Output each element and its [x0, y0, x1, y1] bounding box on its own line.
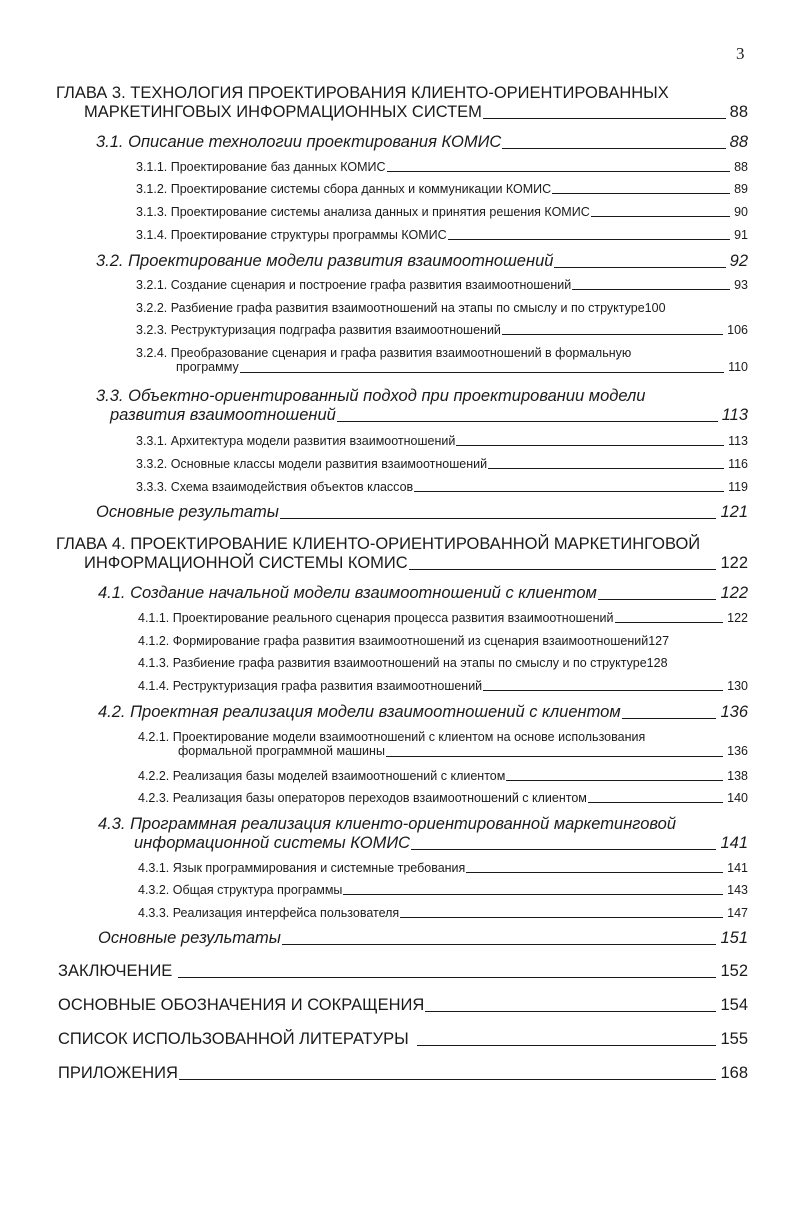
toc-subsection-4-3-2[interactable] — [138, 883, 748, 897]
toc-title-line2: программу — [176, 360, 239, 375]
toc-title: 4.3.1. Язык программирования и системные требования — [138, 861, 466, 875]
toc-page: 88 — [729, 133, 748, 151]
toc-title: 4.3.3. Реализация интерфейса пользователя — [138, 906, 400, 920]
toc-title: 3.3.1. Архитектура модели развития взаимоотношений — [136, 434, 456, 448]
toc-title: 4.1.4. Реструктуризация графа развития взаимоотношений — [138, 679, 483, 693]
toc-page: 113 — [728, 434, 748, 448]
toc-title-line1: 4.3. Программная реализация клиенто-ориентированной маркетинговой — [98, 815, 677, 833]
toc-title: 4.2.3. Реализация базы операторов переходов взаимоотношений с клиентом — [138, 791, 587, 805]
toc-subsection-4-3-3[interactable] — [138, 906, 748, 920]
toc-page: 155 — [720, 1030, 748, 1048]
leader-line — [466, 872, 723, 873]
toc-title: 3.2. Проектирование модели развития взаимоотношений — [96, 252, 554, 270]
toc-page: 110 — [728, 360, 748, 375]
toc-subsection-3-1-2[interactable] — [136, 182, 748, 196]
toc-subsection-4-1-3[interactable] — [138, 656, 748, 670]
leader-line — [572, 289, 730, 290]
toc-section-3-3[interactable] — [96, 387, 748, 425]
toc-subsection-3-3-1[interactable] — [136, 434, 748, 448]
toc-subsection-3-2-2[interactable] — [136, 301, 748, 315]
toc-subsection-3-3-2[interactable] — [136, 457, 748, 471]
toc-page: 119 — [728, 480, 748, 494]
toc-title: 3.3.3. Схема взаимодействия объектов классов — [136, 480, 414, 494]
toc-subsection-4-3-1[interactable] — [138, 861, 748, 875]
toc-title: 4.1.3. Разбиение графа развития взаимоотношений на этапы по смыслу и по структуре — [138, 656, 647, 670]
toc-section-4-3[interactable] — [98, 815, 748, 853]
leader-line — [425, 1011, 716, 1012]
leader-line — [282, 944, 717, 945]
toc-subsection-4-1-2[interactable] — [138, 634, 748, 648]
toc-title: 3.1. Описание технологии проектирования КОМИС — [96, 133, 502, 151]
leader-line — [622, 718, 717, 719]
toc-title-line2: информационной системы КОМИС — [134, 833, 411, 852]
leader-line — [178, 977, 716, 978]
toc-title: 4.1. Создание начальной модели взаимоотношений с клиентом — [98, 584, 597, 602]
toc-section-4-1[interactable] — [98, 584, 748, 603]
toc-page: 93 — [734, 278, 748, 292]
toc-title: 4.1.2. Формирование графа развития взаимоотношений из сценария взаимоотношений — [138, 634, 649, 648]
toc-title: 3.1.1. Проектирование баз данных КОМИС — [136, 160, 386, 174]
toc-title: 3.3.2. Основные классы модели развития взаимоотношений — [136, 457, 488, 471]
leader-line — [502, 148, 725, 149]
leader-line — [506, 780, 723, 781]
toc-page: 140 — [727, 791, 748, 805]
leader-line — [409, 569, 717, 570]
toc-title: 4.3.2. Общая структура программы — [138, 883, 343, 897]
leader-line — [483, 118, 726, 119]
leader-line — [588, 802, 723, 803]
toc-section-3-1[interactable] — [96, 133, 748, 152]
toc-subsection-3-1-3[interactable] — [136, 205, 748, 219]
toc-title: 4.1.1. Проектирование реального сценария процесса развития взаимоотношений — [138, 611, 614, 625]
toc-title: 3.2.1. Создание сценария и построение графа развития взаимоотношений — [136, 278, 572, 292]
toc-page: 136 — [720, 703, 748, 721]
toc-page: 127 — [648, 634, 670, 648]
toc-title-line2: развития взаимоотношений — [110, 405, 336, 424]
toc-page: 106 — [727, 323, 748, 337]
toc-title-line1: 3.3. Объектно-ориентированный подход при проектировании модели — [96, 387, 646, 405]
toc-subsection-4-1-4[interactable] — [138, 679, 748, 693]
leader-line — [411, 849, 716, 850]
toc-page: 138 — [727, 769, 748, 783]
toc-chapter-3[interactable] — [56, 84, 748, 122]
toc-subsection-4-2-2[interactable] — [138, 769, 748, 783]
toc-abbreviations[interactable] — [58, 996, 748, 1015]
toc-page: 152 — [720, 962, 748, 980]
toc-title-line2: МАРКЕТИНГОВЫХ ИНФОРМАЦИОННЫХ СИСТЕМ — [84, 102, 482, 121]
leader-line — [598, 599, 717, 600]
leader-line — [179, 1079, 717, 1080]
page-number: 3 — [736, 44, 745, 63]
toc-subsection-3-2-3[interactable] — [136, 323, 748, 337]
toc-results-ch3[interactable] — [96, 503, 748, 522]
toc-page: 136 — [727, 744, 748, 759]
leader-line — [414, 491, 724, 492]
toc-page: 130 — [727, 679, 748, 693]
toc-references[interactable] — [58, 1030, 748, 1049]
toc-page: 88 — [729, 102, 748, 121]
toc-title: Основные результаты — [96, 503, 279, 521]
toc-results-ch4[interactable] — [98, 929, 748, 948]
toc-page: 88 — [734, 160, 748, 174]
toc-appendices[interactable] — [58, 1064, 748, 1083]
toc-section-3-2[interactable] — [96, 252, 748, 271]
toc-title: СПИСОК ИСПОЛЬЗОВАННОЙ ЛИТЕРАТУРЫ — [58, 1030, 409, 1048]
toc-title: 4.2.2. Реализация базы моделей взаимоотношений с клиентом — [138, 769, 506, 783]
toc-page: 89 — [734, 182, 748, 196]
leader-line — [343, 894, 723, 895]
toc-page: 113 — [721, 405, 748, 424]
leader-line — [400, 917, 723, 918]
leader-line — [483, 690, 723, 691]
leader-line — [502, 334, 723, 335]
leader-line — [417, 1045, 717, 1046]
toc-page: 116 — [728, 457, 748, 471]
leader-line — [615, 622, 724, 623]
toc-page: 122 — [727, 611, 748, 625]
leader-line — [448, 239, 730, 240]
toc-title-line1: 3.2.4. Преобразование сценария и графа развития взаимоотношений в формальную — [136, 346, 632, 360]
toc-title: 3.2.2. Разбиение графа развития взаимоотношений на этапы по смыслу и по структуре — [136, 301, 645, 315]
toc-page: 90 — [734, 205, 748, 219]
toc-title: 3.2.3. Реструктуризация подграфа развития взаимоотношений — [136, 323, 501, 337]
toc-title-line1: 4.2.1. Проектирование модели взаимоотношений с клиентом на основе использования — [138, 730, 646, 744]
toc-title: Основные результаты — [98, 929, 281, 947]
toc-chapter-4[interactable] — [56, 535, 748, 573]
toc-page: 154 — [720, 996, 748, 1014]
toc-title: 3.1.4. Проектирование структуры программы КОМИС — [136, 228, 447, 242]
toc-title-line1: ГЛАВА 3. ТЕХНОЛОГИЯ ПРОЕКТИРОВАНИЯ КЛИЕНТО-ОРИЕНТИРОВАННЫХ — [56, 84, 669, 102]
toc-title-line2: ИНФОРМАЦИОННОЙ СИСТЕМЫ КОМИС — [84, 553, 408, 572]
toc-title: ПРИЛОЖЕНИЯ — [58, 1064, 178, 1082]
toc-section-4-2[interactable] — [98, 703, 748, 722]
toc-title: 3.1.2. Проектирование системы сбора данных и коммуникации КОМИС — [136, 182, 552, 196]
toc-title: 4.2. Проектная реализация модели взаимоотношений с клиентом — [98, 703, 621, 721]
leader-line — [552, 193, 730, 194]
toc-title: 3.1.3. Проектирование системы анализа данных и принятия решения КОМИС — [136, 205, 590, 219]
toc-subsection-3-1-1[interactable] — [136, 160, 748, 174]
toc-subsection-3-1-4[interactable] — [136, 228, 748, 242]
leader-line — [280, 518, 717, 519]
toc-title-line1: ГЛАВА 4. ПРОЕКТИРОВАНИЕ КЛИЕНТО-ОРИЕНТИРОВАННОЙ МАРКЕТИНГОВОЙ — [56, 535, 701, 553]
toc-subsection-3-3-3[interactable] — [136, 480, 748, 494]
toc-page: 122 — [720, 553, 748, 572]
toc-page: 121 — [720, 503, 748, 521]
toc-page: 141 — [720, 833, 748, 852]
leader-line — [240, 372, 724, 373]
toc-page: 151 — [720, 929, 748, 947]
toc-page: 92 — [729, 252, 748, 270]
toc-conclusion[interactable] — [58, 962, 748, 981]
leader-line — [554, 267, 725, 268]
leader-line — [456, 445, 724, 446]
toc-subsection-4-2-1[interactable] — [138, 730, 748, 759]
toc-subsection-3-2-4[interactable] — [136, 346, 748, 375]
toc-page: 147 — [727, 906, 748, 920]
toc-subsection-3-2-1[interactable] — [136, 278, 748, 292]
toc-subsection-4-1-1[interactable] — [138, 611, 748, 625]
leader-line — [591, 216, 730, 217]
leader-line — [488, 468, 724, 469]
toc-title-line2: формальной программной машины — [178, 744, 385, 759]
toc-page: 143 — [727, 883, 748, 897]
toc-title: ОСНОВНЫЕ ОБОЗНАЧЕНИЯ И СОКРАЩЕНИЯ — [58, 996, 425, 1014]
toc-page: 128 — [646, 656, 668, 670]
toc-title: ЗАКЛЮЧЕНИЕ — [58, 962, 173, 980]
toc-page: 168 — [720, 1064, 748, 1082]
toc-page: 141 — [727, 861, 748, 875]
leader-line — [387, 171, 731, 172]
toc-page: 100 — [644, 301, 666, 315]
toc-page: 122 — [720, 584, 748, 602]
toc-subsection-4-2-3[interactable] — [138, 791, 748, 805]
leader-line — [386, 756, 723, 757]
toc-page: 91 — [734, 228, 748, 242]
leader-line — [337, 421, 718, 422]
